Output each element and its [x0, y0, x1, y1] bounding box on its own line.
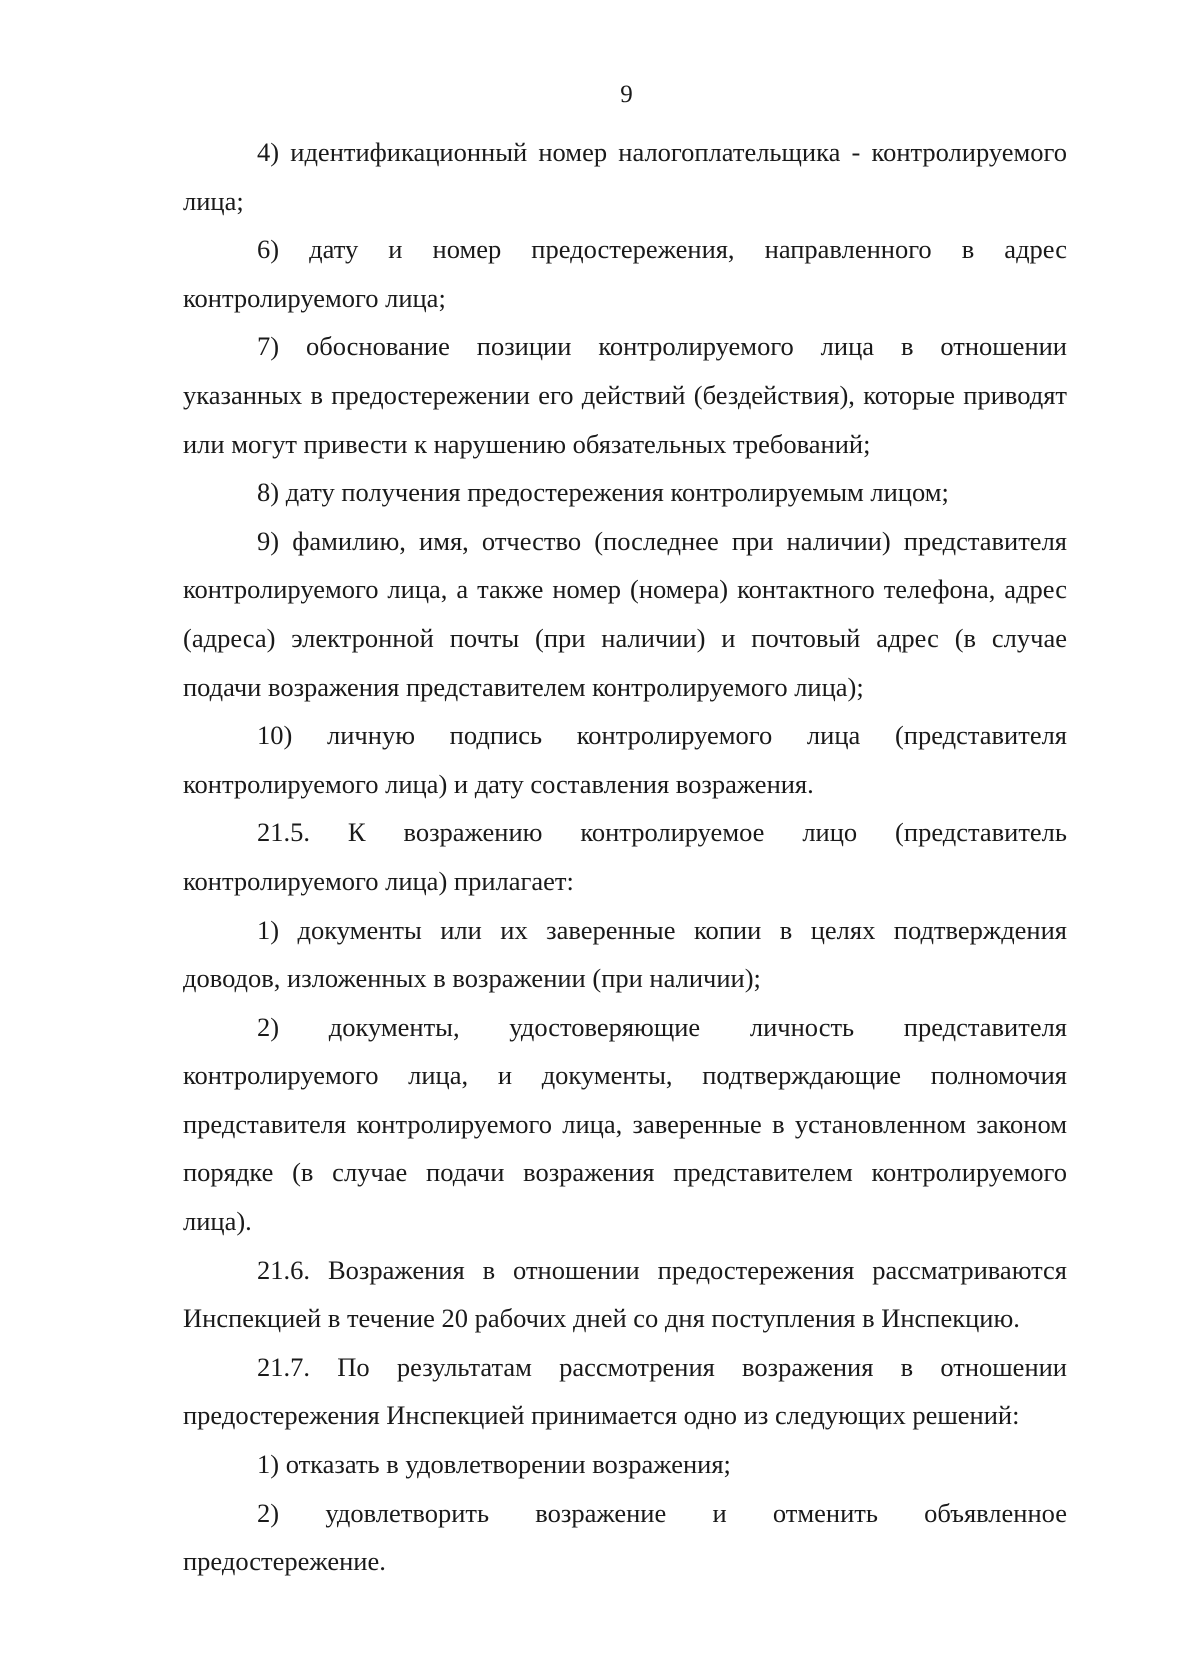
paragraph-attachment-2: 2) документы, удостоверяющие личность представителя контролируемого лица, и документы, подтверждающие полномочия представителя контролируемого лица, заверенные в установленном законом порядке (в случае подачи возражения представителем контролируемого лица).	[183, 1011, 1067, 1237]
document-body	[183, 128, 1067, 1586]
paragraph-item-9: 9) фамилию, имя, отчество (последнее при наличии) представителя контролируемого лица, а также номер (номера) контактного телефона, адрес (адреса) электронной почты (при наличии) и почтовый адрес (в случае подачи возражения представителем контролируемого лица);	[183, 525, 1067, 702]
paragraph-item-6: 6) дату и номер предостережения, направленного в адрес контролируемого лица;	[183, 234, 1067, 313]
paragraph-clause-21-5: 21.5. К возражению контролируемое лицо (представитель контролируемого лица) прилагает:	[183, 817, 1067, 896]
paragraph-attachment-1: 1) документы или их заверенные копии в целях подтверждения доводов, изложенных в возражении (при наличии);	[183, 914, 1067, 994]
paragraph-clause-21-7: 21.7. По результатам рассмотрения возражения в отношении предостережения Инспекцией принимается одно из следующих решений:	[183, 1351, 1067, 1431]
paragraph-item-4: 4) идентификационный номер налогоплательщика - контролируемого лица;	[183, 137, 1067, 216]
paragraph-decision-2: 2) удовлетворить возражение и отменить объявленное предостережение.	[183, 1497, 1067, 1577]
paragraph-item-7: 7) обоснование позиции контролируемого лица в отношении указанных в предостережении его действий (бездействия), которые приводят или могут привести к нарушению обязательных требований;	[183, 331, 1067, 459]
page-number: 9	[620, 81, 633, 108]
paragraph-item-8: 8) дату получения предостережения контролируемым лицом;	[257, 477, 949, 508]
paragraph-item-10: 10) личную подпись контролируемого лица (представителя контролируемого лица) и дату составления возражения.	[183, 720, 1067, 799]
paragraph-clause-21-6: 21.6. Возражения в отношении предостережения рассматриваются Инспекцией в течение 20 рабочих дней со дня поступления в Инспекцию.	[183, 1254, 1067, 1334]
paragraph-decision-1: 1) отказать в удовлетворении возражения;	[257, 1449, 731, 1480]
